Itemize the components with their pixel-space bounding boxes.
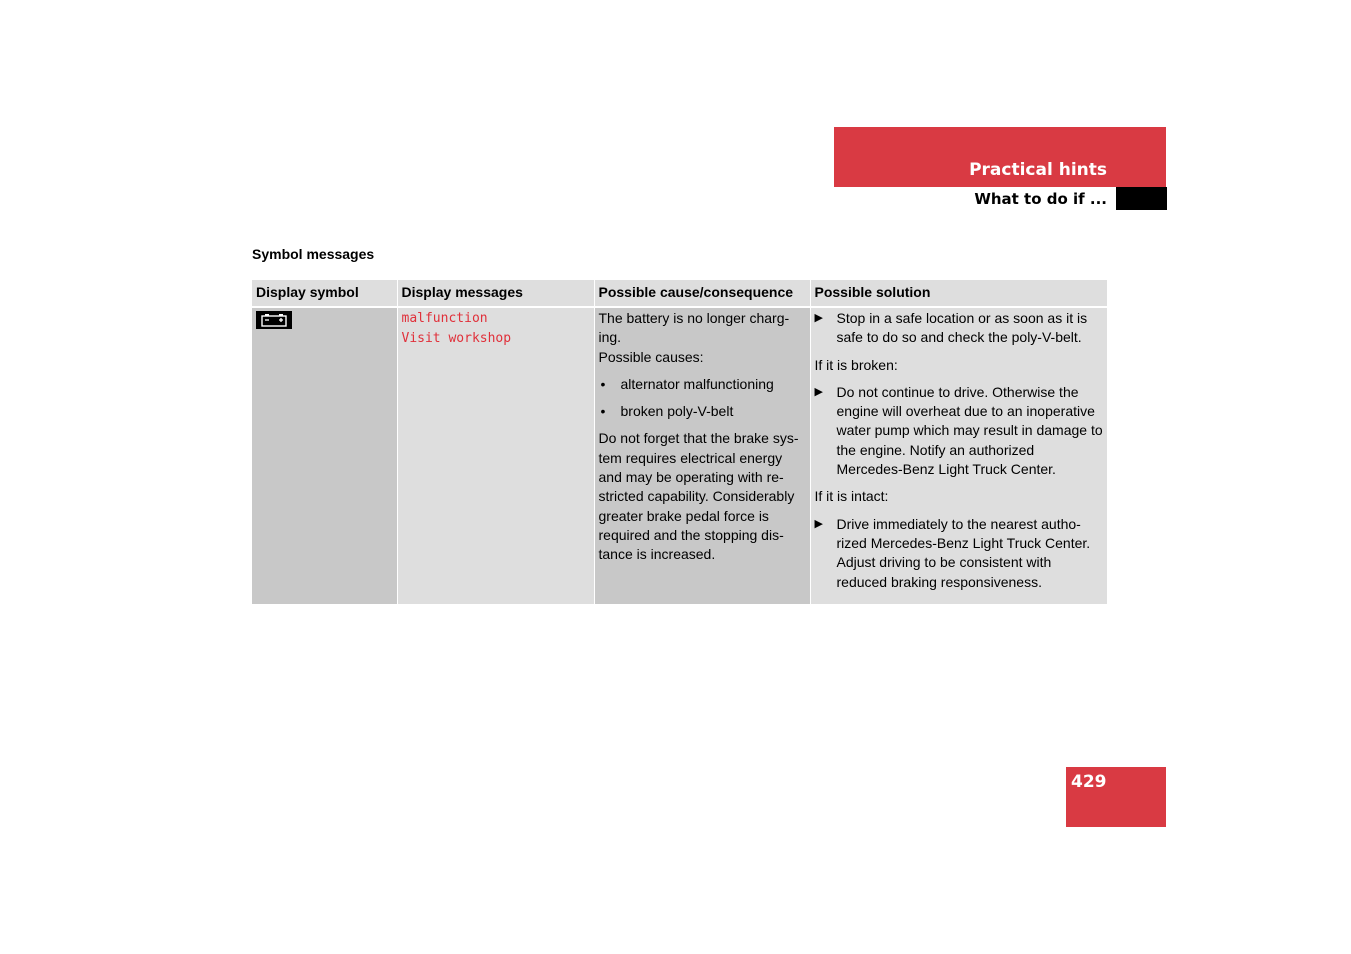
battery-icon <box>256 311 292 329</box>
triangle-arrow-icon: ▶ <box>814 385 823 398</box>
possible-solution-cell <box>810 307 1107 604</box>
chapter-title: Practical hints <box>969 160 1107 180</box>
step-text: Stop in a safe location or as soon as it is safe to do so and check the poly-V-belt. <box>836 310 1088 346</box>
list-item: • broken poly-V-belt <box>599 402 807 421</box>
display-symbol-cell <box>252 307 397 604</box>
solution-step <box>815 309 1105 348</box>
table-row <box>252 307 1107 604</box>
step-text: Drive immediately to the nearest autho-rized Mercedes-Benz Light Truck Center. Adjust driving to be consistent with reduced braking responsiveness. <box>836 515 1091 590</box>
causes-list <box>599 375 807 422</box>
header-possible-cause: Possible cause/consequence <box>594 280 810 307</box>
list-item: • alternator malfunctioning <box>599 375 807 394</box>
step-text: Do not continue to drive. Otherwise the engine will overheat due to an inoperative water pump which may result in damage to the engine. Notify an authorized Mercedes-Benz Light Truck Center. <box>836 383 1103 478</box>
chapter-header-bar <box>834 127 1166 187</box>
cause-intro: The battery is no longer charg-ing. <box>598 310 790 346</box>
page-number: 429 <box>1071 772 1107 792</box>
condition-intact: If it is intact: <box>814 488 889 505</box>
table-header-row <box>252 280 1107 307</box>
symbol-messages-title: Symbol messages <box>252 246 375 262</box>
symbol-messages-table <box>252 280 1107 604</box>
solution-step <box>815 515 1105 592</box>
causes-label: Possible causes: <box>598 348 704 365</box>
message-line-malfunction: malfunction <box>401 311 488 326</box>
condition-broken: If it is broken: <box>814 356 898 373</box>
possible-cause-cell <box>594 307 810 604</box>
header-display-symbol: Display symbol <box>252 280 397 307</box>
solution-step <box>815 383 1105 479</box>
header-display-messages: Display messages <box>397 280 594 307</box>
triangle-arrow-icon: ▶ <box>814 517 823 530</box>
page-number-box <box>1066 767 1166 827</box>
section-heading: What to do if ... <box>974 190 1107 208</box>
display-messages-cell <box>397 307 594 604</box>
message-line-visit-workshop: Visit workshop <box>401 331 512 346</box>
section-tab-marker <box>1116 187 1167 210</box>
header-possible-solution: Possible solution <box>810 280 1107 307</box>
brake-warning-note: Do not forget that the brake sys-tem requires electrical energy and may be operating with re-stricted capability. Considerably greater brake pedal force is required and the stopping dis-tance is increased. <box>598 430 799 563</box>
triangle-arrow-icon: ▶ <box>814 312 823 324</box>
